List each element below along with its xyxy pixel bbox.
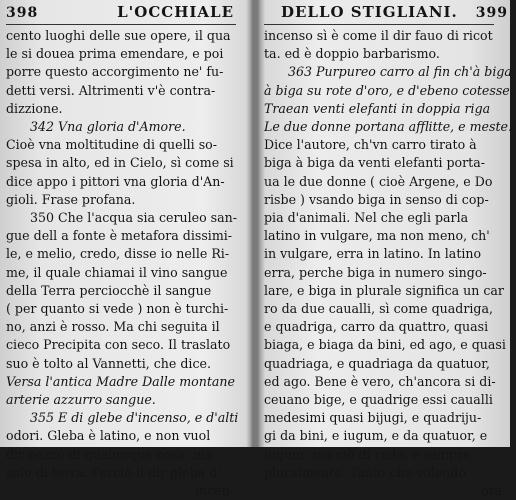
right-page-number: 399: [475, 5, 508, 21]
left-page-number: 398: [6, 5, 39, 21]
text-line: gue dell a fonte è metafora dissimi-: [6, 228, 233, 244]
catchword: ora: [480, 483, 502, 499]
right-page: [258, 0, 516, 499]
right-header-rule: [264, 24, 494, 25]
text-line: quadriaga, e quadriaga da quatuor,: [264, 355, 490, 371]
text-line: cieco Precipita con seco. Il traslato: [6, 337, 231, 353]
text-line: ua le due donne ( cioè Argene, e Do: [264, 173, 493, 189]
note-heading-350: 350 Che l'acqua sia ceruleo san-: [30, 210, 238, 226]
left-running-head: L'OCCHIALE: [117, 3, 234, 21]
text-line: medesimi quasi bijugi, e quadriju-: [264, 410, 482, 426]
text-line: spesa in alto, ed in Cielo, sì come si: [6, 155, 234, 171]
text-line: e quadriga, carro da quattro, quasi: [264, 319, 489, 335]
text-line: ceuano bige, e quadrige essi caualli: [264, 392, 493, 408]
text-line: iugum; ma ciò di rado, e sempre: [264, 446, 471, 462]
text-line: lare, e biga in plurale significa un car: [264, 282, 504, 298]
text-line: Cioè vna moltitudine di quelli so-: [6, 137, 218, 153]
left-page: [0, 0, 254, 499]
quoted-verse: Traean venti elefanti in doppia riga: [264, 100, 491, 116]
text-line: pia d'animali. Nel che egli parla: [264, 210, 469, 226]
text-line: le, e melio, credo, disse io nelle Ri-: [6, 246, 230, 262]
right-running-head: DELLO STIGLIANI.: [280, 3, 458, 21]
text-line: dizzione.: [6, 100, 63, 116]
text-line: porre questo accorgimento ne' fu-: [6, 64, 224, 80]
text-line: erra, perche biga in numero singo-: [264, 264, 487, 280]
left-page-header: [6, 3, 234, 21]
text-line: in vulgare, erra in latino. In latino: [264, 246, 482, 262]
right-page-text: [264, 27, 516, 500]
text-line: della Terra perciocchè il sangue: [6, 282, 212, 298]
text-line: biga à biga da venti elefanti porta-: [264, 155, 485, 171]
text-line: latino in vulgare, ma non meno, ch': [264, 228, 490, 244]
text-line: gi da bini, e iugum, e da quatuor, e: [264, 428, 488, 444]
text-line: detti versi. Altrimenti v'è contra-: [6, 82, 216, 98]
quoted-verse: Le due donne portana afflitte, e meste.: [264, 119, 512, 135]
quoted-verse: arterie azzurro sangue.: [6, 392, 156, 408]
text-line: ( per quanto si vede ) non è turchi-: [6, 301, 229, 317]
text-line: ta. ed è doppio barbarismo.: [264, 46, 440, 62]
text-line: dice appo i pittori vna gloria d'An-: [6, 173, 225, 189]
text-line: me, il quale chiamai il vino sangue: [6, 264, 228, 280]
text-line: incenso sì è come il dir fauo di ricot: [264, 28, 493, 43]
text-line: biaga, e biaga da bini, ed ago, e quasi: [264, 337, 506, 353]
text-line: odori. Gleba è latino, e non vuol: [6, 428, 211, 444]
left-header-rule: [6, 24, 236, 25]
left-page-text: [6, 27, 254, 500]
text-line: le si douea prima emendare, e poi: [6, 46, 224, 62]
right-page-header: [264, 3, 508, 21]
note-heading-342: 342 Vna gloria d'Amore.: [30, 119, 186, 135]
text-line: no, anzi è rosso. Ma chi seguita il: [6, 319, 220, 335]
text-line: solo di terra. Perciò il dir gleba d': [6, 464, 221, 480]
catchword: incen-: [194, 483, 234, 499]
text-line: gioli. Frase profana.: [6, 191, 136, 207]
note-heading-363: 363 Purpureo carro al fin ch'à biga: [288, 64, 512, 80]
text-line: ro da due caualli, sì come quadriga,: [264, 301, 493, 317]
text-line: suo è tolto al Vannetti, che dice.: [6, 355, 211, 371]
text-line: dir pezzo di qualunque cosa, ma: [6, 446, 213, 462]
text-line: ed ago. Bene è vero, ch'ancora si di-: [264, 373, 496, 389]
quoted-verse: à biga su rote d'oro, e d'ebeno cotesse.: [264, 82, 514, 98]
note-heading-355: 355 E di glebe d'incenso, e d'alti: [30, 410, 239, 426]
quoted-verse: Versa l'antica Madre Dalle montane: [6, 373, 235, 389]
text-line: pluralmente. Tanto che volendo: [264, 464, 467, 480]
text-line: cento luoghi delle sue opere, il qua: [6, 28, 231, 43]
text-line: risbe ) vsando biga in senso di cop-: [264, 191, 489, 207]
text-line: Dice l'autore, ch'vn carro tirato à: [264, 137, 477, 153]
